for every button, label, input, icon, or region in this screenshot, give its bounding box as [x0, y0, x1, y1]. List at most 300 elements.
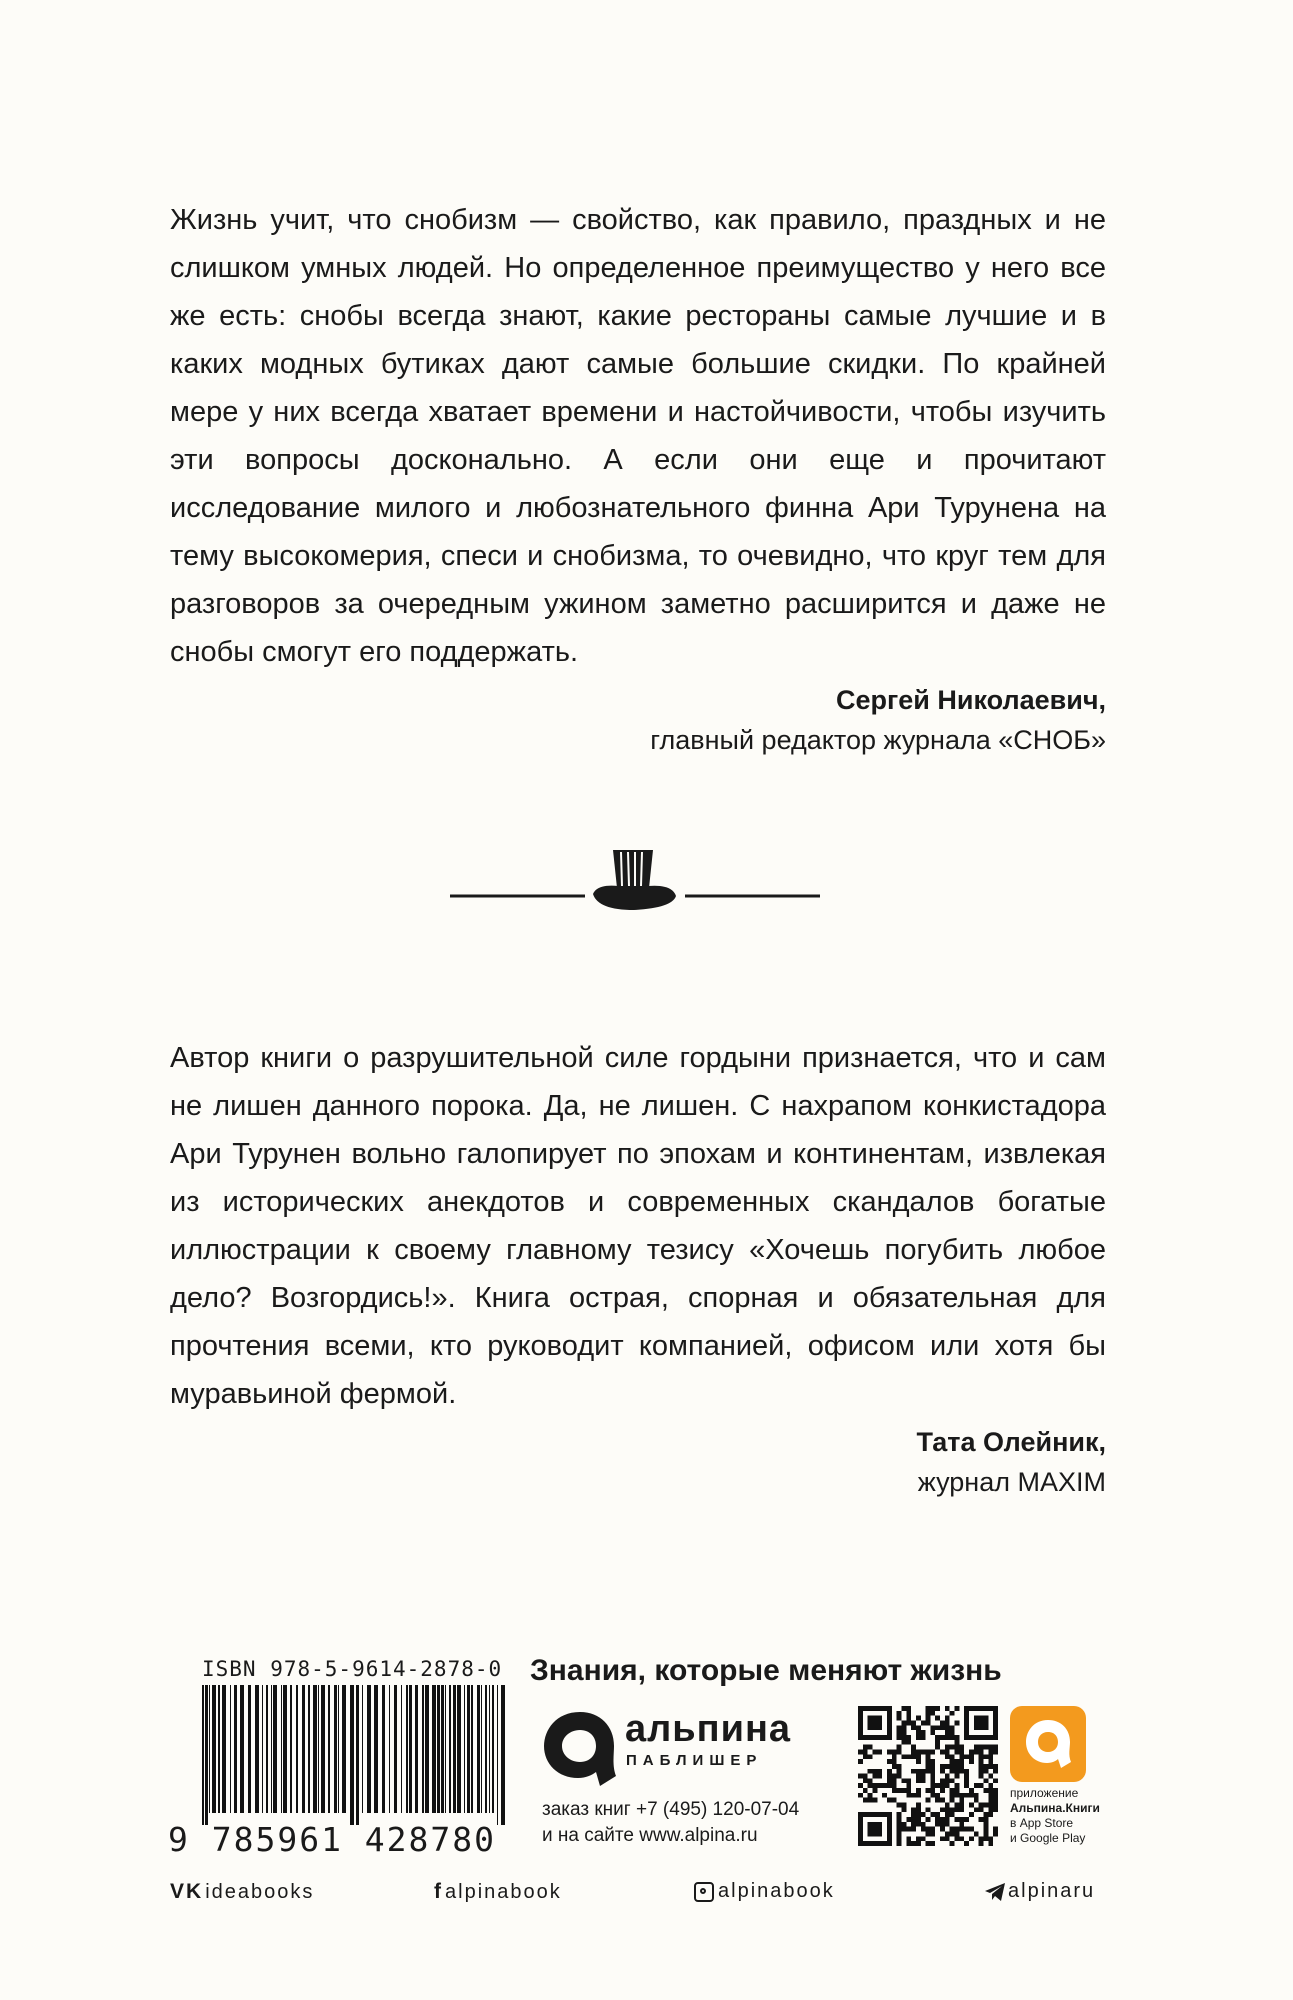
- qr-module: [911, 1807, 916, 1812]
- qr-module: [984, 1769, 989, 1774]
- qr-module: [901, 1730, 906, 1735]
- qr-module: [921, 1730, 926, 1735]
- qr-module: [911, 1793, 916, 1798]
- qr-module: [926, 1807, 931, 1812]
- qr-module: [979, 1807, 984, 1812]
- qr-module: [940, 1735, 945, 1740]
- top-hat-icon: [593, 850, 676, 910]
- qr-module: [959, 1769, 964, 1774]
- isbn-barcode: [202, 1685, 508, 1825]
- qr-module: [935, 1745, 940, 1750]
- qr-module: [940, 1827, 945, 1832]
- barcode-bar: [283, 1685, 287, 1813]
- qr-module: [921, 1769, 926, 1774]
- qr-module: [945, 1730, 950, 1735]
- qr-module: [955, 1807, 960, 1812]
- qr-module: [950, 1798, 955, 1803]
- qr-module: [988, 1745, 993, 1750]
- qr-module: [945, 1822, 950, 1827]
- qr-module: [926, 1711, 931, 1716]
- qr-module: [916, 1735, 921, 1740]
- order-phone: заказ книг +7 (495) 120-07-04: [542, 1799, 800, 1820]
- qr-module: [993, 1793, 998, 1798]
- qr-module: [984, 1803, 989, 1808]
- barcode-bar: [290, 1685, 292, 1813]
- qr-module: [887, 1774, 892, 1779]
- qr-module: [926, 1764, 931, 1769]
- qr-module: [858, 1783, 863, 1788]
- qr-module: [930, 1706, 935, 1711]
- qr-module: [901, 1827, 906, 1832]
- qr-module: [945, 1706, 950, 1711]
- qr-module: [930, 1725, 935, 1730]
- qr-module: [911, 1812, 916, 1817]
- qr-module: [926, 1788, 931, 1793]
- qr-module: [897, 1822, 902, 1827]
- qr-module: [959, 1836, 964, 1841]
- qr-module: [916, 1778, 921, 1783]
- barcode-bar: [449, 1685, 451, 1813]
- qr-module: [916, 1812, 921, 1817]
- qr-module: [955, 1788, 960, 1793]
- barcode-bar: [234, 1685, 237, 1813]
- qr-module: [916, 1749, 921, 1754]
- app-line-3: в App Store: [1010, 1816, 1074, 1830]
- qr-module: [906, 1817, 911, 1822]
- qr-module: [882, 1793, 887, 1798]
- qr-module: [988, 1783, 993, 1788]
- barcode-bar: [401, 1685, 402, 1813]
- qr-module: [950, 1735, 955, 1740]
- barcode-bar: [481, 1685, 482, 1813]
- qr-code[interactable]: [858, 1706, 998, 1846]
- qr-module: [950, 1759, 955, 1764]
- vk-icon: VK: [170, 1880, 204, 1903]
- qr-module: [930, 1793, 935, 1798]
- qr-module: [926, 1720, 931, 1725]
- qr-module: [969, 1788, 974, 1793]
- qr-module: [935, 1812, 940, 1817]
- qr-module: [940, 1749, 945, 1754]
- qr-module: [906, 1754, 911, 1759]
- qr-module: [897, 1769, 902, 1774]
- qr-module: [993, 1827, 998, 1832]
- qr-module: [892, 1774, 897, 1779]
- social-telegram[interactable]: [984, 1880, 1095, 1903]
- qr-module: [911, 1745, 916, 1750]
- qr-module: [979, 1803, 984, 1808]
- barcode-bar: [389, 1685, 390, 1813]
- qr-module: [945, 1716, 950, 1721]
- review-quote-2-text: Автор книги о разрушительной силе гордыни признается, что и сам не лишен данного порока. Да, не лишен. С нахрапом конкистадора Ари Турунен вольно галопирует по эпохам и континентам, извлекая из исторических анекдотов и современных скандалов богатые иллюстрации к своему главному тезису «Хочешь погубить любое дело? Возгордись!». Книга острая, спорная и обязательная для прочтения всеми, кто руководит компанией, офисом или хотя бы муравьиной фермой.: [170, 1042, 1106, 1410]
- qr-module: [906, 1711, 911, 1716]
- qr-module: [959, 1793, 964, 1798]
- hat-divider: [450, 840, 820, 920]
- qr-module: [955, 1749, 960, 1754]
- qr-module: [887, 1759, 892, 1764]
- barcode-bar: [202, 1685, 204, 1825]
- qr-module: [969, 1803, 974, 1808]
- qr-module: [984, 1764, 989, 1769]
- qr-module: [872, 1798, 877, 1803]
- social-facebook[interactable]: [434, 1880, 562, 1904]
- qr-module: [959, 1754, 964, 1759]
- qr-module: [906, 1788, 911, 1793]
- publisher-subname: ПАБЛИШЕР: [626, 1752, 763, 1769]
- barcode-bar: [394, 1685, 397, 1813]
- qr-module: [988, 1754, 993, 1759]
- barcode-bar: [415, 1685, 418, 1813]
- qr-module: [897, 1836, 902, 1841]
- qr-module: [964, 1827, 969, 1832]
- qr-module: [950, 1788, 955, 1793]
- qr-module: [921, 1827, 926, 1832]
- qr-module: [993, 1803, 998, 1808]
- qr-module: [897, 1730, 902, 1735]
- qr-module: [930, 1832, 935, 1837]
- qr-finder: [868, 1822, 882, 1836]
- qr-module: [945, 1754, 950, 1759]
- qr-module: [921, 1812, 926, 1817]
- barcode-bar: [255, 1685, 259, 1813]
- qr-module: [930, 1827, 935, 1832]
- app-line-4: и Google Play: [1010, 1831, 1086, 1845]
- social-vk[interactable]: [170, 1880, 314, 1904]
- qr-module: [974, 1745, 979, 1750]
- barcode-bar: [230, 1685, 231, 1813]
- qr-module: [955, 1745, 960, 1750]
- qr-module: [916, 1759, 921, 1764]
- barcode-digits: 9 785961 428780: [168, 1820, 497, 1859]
- qr-module: [935, 1798, 940, 1803]
- qr-module: [955, 1836, 960, 1841]
- qr-module: [911, 1754, 916, 1759]
- qr-module: [897, 1774, 902, 1779]
- qr-module: [921, 1822, 926, 1827]
- qr-module: [950, 1807, 955, 1812]
- qr-module: [940, 1720, 945, 1725]
- qr-module: [964, 1841, 969, 1846]
- qr-module: [882, 1783, 887, 1788]
- qr-module: [940, 1764, 945, 1769]
- qr-module: [950, 1812, 955, 1817]
- qr-module: [901, 1706, 906, 1711]
- qr-module: [887, 1769, 892, 1774]
- qr-module: [988, 1759, 993, 1764]
- review-quote-1-text: Жизнь учит, что снобизм — свойство, как правило, праздных и не слишком умных людей. Но определенное преимущество у него все же есть: снобы всегда знают, какие рестораны самые лучшие и в каких модных бутиках дают самые большие скидки. По крайней мере у них всегда хватает времени и настойчивости, чтобы изучить эти вопросы досконально. А если они еще и прочитают исследование милого и любознательного финна Ари Турунена на тему высокомерия, спеси и снобизма, то очевидно, что круг тем для разговоров за очередным ужином заметно расширится и даже не снобы смогут его поддержать.: [170, 204, 1106, 668]
- qr-module: [955, 1827, 960, 1832]
- qr-module: [993, 1832, 998, 1837]
- qr-module: [955, 1793, 960, 1798]
- barcode-bar: [209, 1685, 210, 1813]
- order-info: [542, 1797, 799, 1849]
- barcode-bar: [313, 1685, 317, 1813]
- qr-module: [897, 1735, 902, 1740]
- qr-module: [984, 1788, 989, 1793]
- barcode-bar: [497, 1685, 498, 1825]
- qr-module: [935, 1706, 940, 1711]
- qr-module: [916, 1730, 921, 1735]
- qr-module: [897, 1817, 902, 1822]
- social-telegram-handle: alpinaru: [1008, 1880, 1096, 1902]
- qr-module: [940, 1807, 945, 1812]
- qr-module: [945, 1836, 950, 1841]
- review-quote-1: [170, 196, 1106, 676]
- qr-module: [979, 1817, 984, 1822]
- barcode-bar: [271, 1685, 272, 1813]
- barcode-bar: [362, 1685, 363, 1813]
- qr-module: [930, 1783, 935, 1788]
- barcode-bar: [321, 1685, 325, 1813]
- qr-module: [935, 1822, 940, 1827]
- qr-module: [940, 1725, 945, 1730]
- qr-module: [926, 1749, 931, 1754]
- qr-module: [974, 1749, 979, 1754]
- qr-module: [877, 1769, 882, 1774]
- qr-module: [892, 1783, 897, 1788]
- qr-module: [940, 1817, 945, 1822]
- order-website[interactable]: и на сайте www.alpina.ru: [542, 1825, 758, 1846]
- qr-module: [916, 1788, 921, 1793]
- qr-module: [993, 1798, 998, 1803]
- qr-module: [945, 1807, 950, 1812]
- qr-module: [892, 1754, 897, 1759]
- qr-module: [906, 1740, 911, 1745]
- qr-module: [930, 1841, 935, 1846]
- qr-module: [935, 1735, 940, 1740]
- review-attribution-1: [650, 680, 1106, 760]
- qr-module: [863, 1778, 868, 1783]
- qr-module: [930, 1730, 935, 1735]
- qr-module: [906, 1706, 911, 1711]
- qr-module: [955, 1769, 960, 1774]
- qr-module: [926, 1754, 931, 1759]
- qr-module: [863, 1745, 868, 1750]
- qr-module: [921, 1735, 926, 1740]
- qr-module: [858, 1793, 863, 1798]
- qr-module: [988, 1793, 993, 1798]
- barcode-bar: [296, 1685, 298, 1813]
- qr-module: [897, 1827, 902, 1832]
- qr-module: [901, 1740, 906, 1745]
- qr-module: [926, 1769, 931, 1774]
- qr-module: [921, 1749, 926, 1754]
- qr-module: [892, 1788, 897, 1793]
- barcode-bar: [205, 1685, 208, 1825]
- qr-module: [964, 1817, 969, 1822]
- qr-module: [988, 1836, 993, 1841]
- qr-module: [974, 1793, 979, 1798]
- qr-module: [979, 1745, 984, 1750]
- qr-module: [988, 1798, 993, 1803]
- qr-module: [945, 1745, 950, 1750]
- barcode-bar: [453, 1685, 456, 1813]
- qr-module: [901, 1788, 906, 1793]
- qr-module: [906, 1735, 911, 1740]
- qr-finder: [974, 1716, 988, 1730]
- qr-module: [993, 1769, 998, 1774]
- qr-module: [988, 1749, 993, 1754]
- qr-module: [897, 1749, 902, 1754]
- qr-module: [993, 1778, 998, 1783]
- qr-module: [979, 1769, 984, 1774]
- publisher-name: альпина: [625, 1708, 792, 1750]
- qr-module: [979, 1749, 984, 1754]
- qr-module: [955, 1817, 960, 1822]
- qr-module: [979, 1764, 984, 1769]
- qr-module: [984, 1827, 989, 1832]
- barcode-bar: [471, 1685, 473, 1813]
- qr-module: [974, 1783, 979, 1788]
- barcode-bar: [457, 1685, 461, 1813]
- alpina-app-icon[interactable]: [1010, 1706, 1086, 1782]
- qr-module: [950, 1832, 955, 1837]
- qr-module: [877, 1774, 882, 1779]
- qr-module: [897, 1841, 902, 1846]
- qr-module: [901, 1725, 906, 1730]
- qr-module: [950, 1778, 955, 1783]
- qr-module: [993, 1807, 998, 1812]
- qr-module: [964, 1778, 969, 1783]
- qr-module: [969, 1754, 974, 1759]
- qr-module: [950, 1769, 955, 1774]
- qr-module: [926, 1817, 931, 1822]
- qr-module: [911, 1720, 916, 1725]
- qr-module: [959, 1798, 964, 1803]
- qr-module: [945, 1735, 950, 1740]
- qr-module: [916, 1822, 921, 1827]
- qr-module: [930, 1711, 935, 1716]
- qr-module: [984, 1754, 989, 1759]
- qr-module: [950, 1730, 955, 1735]
- qr-module: [887, 1749, 892, 1754]
- qr-module: [988, 1807, 993, 1812]
- qr-module: [955, 1740, 960, 1745]
- qr-module: [988, 1803, 993, 1808]
- qr-module: [950, 1725, 955, 1730]
- qr-module: [950, 1754, 955, 1759]
- qr-module: [940, 1836, 945, 1841]
- barcode-bar: [437, 1685, 440, 1813]
- qr-module: [863, 1798, 868, 1803]
- qr-module: [930, 1769, 935, 1774]
- barcode-bar: [445, 1685, 446, 1813]
- qr-module: [906, 1720, 911, 1725]
- qr-module: [959, 1803, 964, 1808]
- barcode-bar: [328, 1685, 330, 1813]
- qr-module: [988, 1774, 993, 1779]
- barcode-bar: [266, 1685, 268, 1813]
- qr-module: [979, 1754, 984, 1759]
- qr-module: [916, 1841, 921, 1846]
- qr-module: [959, 1745, 964, 1750]
- qr-module: [935, 1716, 940, 1721]
- qr-module: [979, 1836, 984, 1841]
- qr-module: [897, 1764, 902, 1769]
- qr-module: [921, 1836, 926, 1841]
- qr-module: [897, 1716, 902, 1721]
- qr-module: [911, 1725, 916, 1730]
- barcode-bar: [367, 1685, 371, 1813]
- qr-module: [988, 1812, 993, 1817]
- qr-module: [897, 1725, 902, 1730]
- qr-module: [969, 1793, 974, 1798]
- barcode-bar: [464, 1685, 465, 1813]
- qr-module: [969, 1759, 974, 1764]
- qr-module: [897, 1788, 902, 1793]
- qr-module: [935, 1817, 940, 1822]
- qr-module: [955, 1706, 960, 1711]
- social-facebook-handle: alpinabook: [445, 1880, 562, 1903]
- qr-module: [959, 1822, 964, 1827]
- qr-module: [911, 1749, 916, 1754]
- qr-module: [887, 1783, 892, 1788]
- barcode-bar: [262, 1685, 263, 1813]
- qr-module: [930, 1759, 935, 1764]
- barcode-bar: [492, 1685, 494, 1813]
- qr-module: [974, 1832, 979, 1837]
- qr-module: [950, 1793, 955, 1798]
- qr-module: [969, 1827, 974, 1832]
- qr-module: [911, 1817, 916, 1822]
- barcode-bar: [501, 1685, 505, 1825]
- qr-module: [993, 1745, 998, 1750]
- qr-module: [892, 1798, 897, 1803]
- qr-module: [974, 1798, 979, 1803]
- qr-module: [892, 1764, 897, 1769]
- qr-module: [868, 1745, 873, 1750]
- social-instagram[interactable]: [694, 1880, 835, 1903]
- review-author-2: Тата Олейник,: [916, 1427, 1106, 1457]
- qr-module: [930, 1764, 935, 1769]
- social-instagram-handle: alpinabook: [718, 1880, 835, 1902]
- qr-module: [868, 1778, 873, 1783]
- qr-module: [945, 1803, 950, 1808]
- facebook-icon: f: [434, 1880, 443, 1903]
- qr-module: [993, 1764, 998, 1769]
- qr-module: [911, 1841, 916, 1846]
- app-line-2: Альпина.Книги: [1010, 1801, 1100, 1815]
- qr-module: [955, 1764, 960, 1769]
- qr-module: [921, 1720, 926, 1725]
- qr-module: [964, 1754, 969, 1759]
- barcode-bar: [334, 1685, 337, 1813]
- qr-module: [984, 1822, 989, 1827]
- qr-module: [945, 1783, 950, 1788]
- qr-module: [872, 1788, 877, 1793]
- qr-module: [926, 1706, 931, 1711]
- qr-module: [984, 1817, 989, 1822]
- barcode-bar: [382, 1685, 385, 1813]
- barcode-bar: [342, 1685, 346, 1813]
- qr-module: [988, 1764, 993, 1769]
- qr-module: [901, 1803, 906, 1808]
- qr-module: [955, 1783, 960, 1788]
- qr-module: [955, 1735, 960, 1740]
- publisher-slogan: Знания, которые меняют жизнь: [530, 1654, 1002, 1687]
- qr-module: [872, 1774, 877, 1779]
- qr-module: [901, 1807, 906, 1812]
- qr-module: [906, 1716, 911, 1721]
- qr-module: [959, 1764, 964, 1769]
- qr-module: [935, 1783, 940, 1788]
- qr-module: [984, 1832, 989, 1837]
- qr-module: [984, 1778, 989, 1783]
- qr-module: [868, 1769, 873, 1774]
- qr-module: [863, 1754, 868, 1759]
- qr-module: [858, 1774, 863, 1779]
- qr-module: [926, 1827, 931, 1832]
